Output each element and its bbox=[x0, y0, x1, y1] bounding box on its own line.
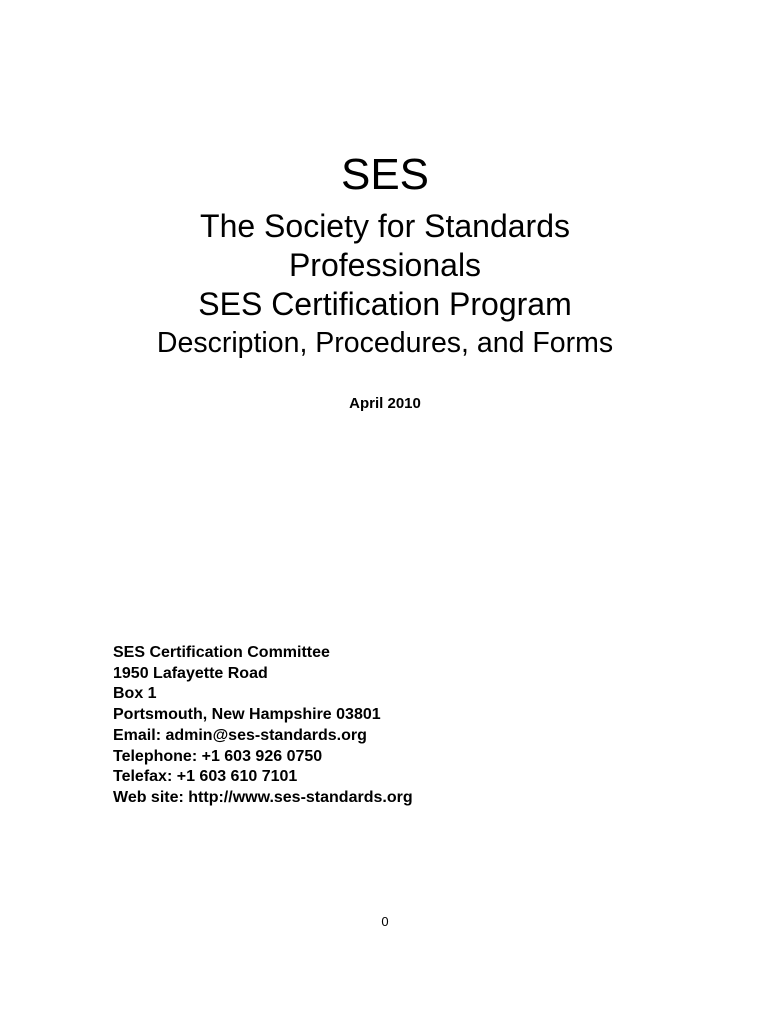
program-title: SES Certification Program bbox=[198, 286, 572, 322]
document-subtitle: Description, Procedures, and Forms bbox=[156, 327, 614, 359]
email-line: Email: admin@ses-standards.org bbox=[113, 726, 367, 744]
society-name-line-1: The Society for Standards bbox=[200, 208, 570, 244]
street-address: 1950 Lafayette Road bbox=[113, 664, 268, 682]
box-number: Box 1 bbox=[113, 685, 157, 703]
telephone-line: Telephone: +1 603 926 0750 bbox=[113, 747, 323, 765]
publication-date: April 2010 bbox=[349, 395, 421, 412]
acronym-title: SES bbox=[340, 150, 430, 199]
website-line: Web site: http://www.ses-standards.org bbox=[113, 788, 413, 806]
page-number: 0 bbox=[381, 914, 389, 929]
committee-name: SES Certification Committee bbox=[113, 644, 330, 661]
society-name-line-2: Professionals bbox=[288, 247, 482, 283]
telefax-line: Telefax: +1 603 610 7101 bbox=[113, 768, 298, 786]
city-state-zip: Portsmouth, New Hampshire 03801 bbox=[113, 706, 381, 724]
title-block bbox=[0, 143, 770, 362]
contact-address-block bbox=[113, 643, 413, 809]
